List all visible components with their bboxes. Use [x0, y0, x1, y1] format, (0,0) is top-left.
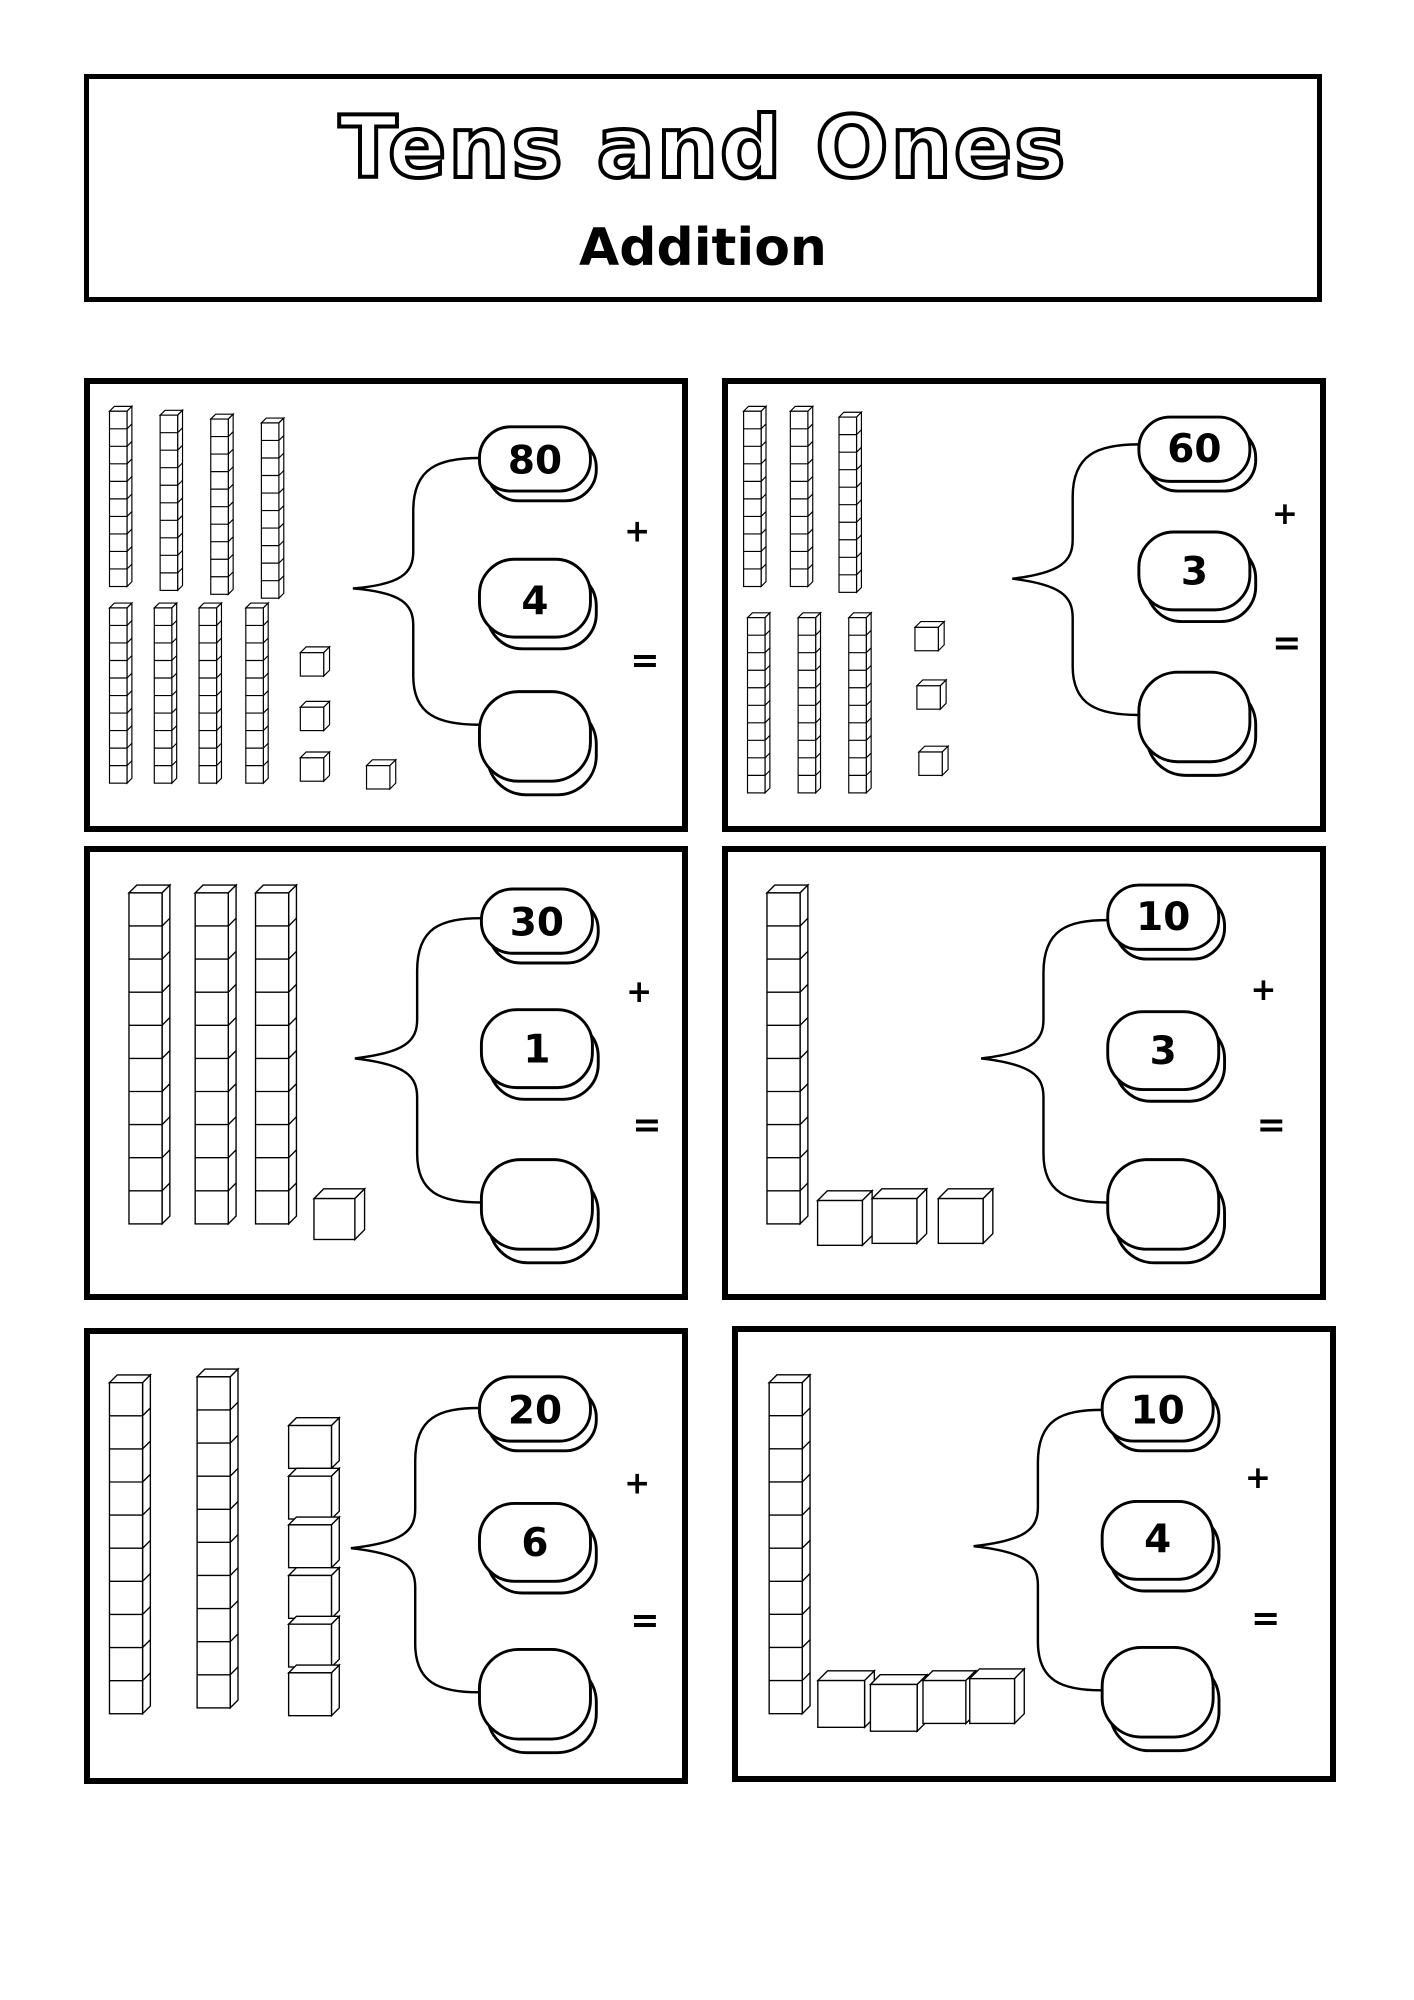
tens-value: 20: [507, 1388, 563, 1434]
tens-bubble: [1108, 885, 1225, 959]
tens-bubble: [479, 427, 596, 501]
tens-bubble: [1139, 417, 1256, 491]
tens-rod: [160, 410, 182, 590]
base-ten-blocks: [744, 406, 948, 793]
unit-cube: [300, 752, 329, 781]
unit-cube: [919, 746, 948, 775]
problem-card-1: [84, 378, 688, 832]
unit-cube: [367, 760, 396, 789]
plus-sign: +: [626, 973, 653, 1010]
header-box: [84, 74, 1322, 302]
tens-rod: [798, 613, 820, 793]
tens-rod: [261, 418, 283, 598]
ones-value: 4: [521, 578, 549, 624]
unit-cube: [917, 680, 946, 709]
curly-brace: [981, 920, 1108, 1202]
base-ten-blocks: [109, 1369, 339, 1716]
tens-rod: [110, 603, 132, 783]
problem-card-6: [732, 1326, 1336, 1782]
problem-card-2: [722, 378, 1326, 832]
problem-card-4: [722, 846, 1326, 1300]
unit-cube: [872, 1189, 927, 1244]
problem-card-3: [84, 846, 688, 1300]
answer-bubble[interactable]: [481, 1160, 598, 1263]
tens-bubble: [481, 889, 598, 963]
tens-rod: [110, 406, 132, 586]
tens-rod: [767, 885, 808, 1224]
tens-rod: [849, 613, 871, 793]
base-ten-blocks: [110, 406, 396, 789]
tens-rod: [197, 1369, 238, 1708]
curly-brace: [1012, 444, 1139, 715]
ones-bubble: [1102, 1501, 1219, 1591]
unit-cube: [818, 1671, 874, 1727]
tens-rod: [256, 885, 297, 1224]
tens-rod: [199, 603, 221, 783]
ones-value: 3: [1180, 549, 1208, 595]
unit-cube: [938, 1189, 993, 1244]
unit-cube: [870, 1675, 926, 1731]
answer-bubble[interactable]: [1139, 672, 1256, 775]
tens-rod: [744, 406, 766, 586]
answer-bubble[interactable]: [1108, 1160, 1225, 1263]
tens-rod: [129, 885, 170, 1224]
tens-rod: [769, 1375, 810, 1714]
unit-cube: [289, 1418, 340, 1469]
unit-cube: [915, 622, 944, 651]
tens-value: 30: [509, 900, 564, 946]
ones-value: 1: [523, 1027, 551, 1073]
tens-rod: [154, 603, 176, 783]
unit-cube: [818, 1191, 873, 1246]
equals-sign: =: [630, 1599, 660, 1641]
page-title: Tens and Ones: [338, 98, 1068, 198]
curly-brace: [974, 1410, 1103, 1690]
problem-card-5: [84, 1328, 688, 1784]
curly-brace: [351, 1408, 480, 1692]
ones-bubble: [1139, 532, 1256, 622]
unit-cube: [970, 1669, 1025, 1724]
unit-cube: [289, 1665, 340, 1716]
unit-cube: [300, 701, 329, 730]
tens-rod: [195, 885, 236, 1224]
curly-brace: [355, 918, 482, 1202]
tens-value: 10: [1130, 1388, 1185, 1434]
answer-bubble[interactable]: [1102, 1647, 1219, 1750]
unit-cube: [289, 1616, 340, 1667]
unit-cube: [300, 647, 329, 676]
curly-brace: [353, 458, 480, 725]
plus-sign: +: [1271, 496, 1298, 533]
plus-sign: +: [624, 1465, 651, 1502]
plus-sign: +: [624, 513, 651, 550]
tens-bubble: [479, 1377, 596, 1451]
equals-sign: =: [1256, 1104, 1286, 1146]
answer-bubble[interactable]: [479, 1649, 596, 1752]
unit-cube: [289, 1517, 340, 1568]
unit-cube: [289, 1468, 340, 1519]
page-subtitle: Addition: [579, 218, 827, 278]
equals-sign: =: [630, 640, 660, 682]
tens-value: 10: [1136, 894, 1191, 940]
tens-bubble: [1102, 1377, 1219, 1451]
ones-value: 6: [521, 1521, 549, 1566]
tens-value: 80: [507, 438, 563, 484]
unit-cube: [289, 1568, 340, 1619]
plus-sign: +: [1244, 1459, 1271, 1496]
base-ten-blocks: [767, 885, 993, 1245]
tens-rod: [211, 414, 233, 594]
ones-bubble: [1108, 1012, 1225, 1102]
base-ten-blocks: [769, 1375, 1024, 1731]
tens-rod: [790, 406, 812, 586]
unit-cube: [923, 1671, 976, 1724]
ones-bubble: [479, 559, 596, 649]
ones-value: 3: [1149, 1029, 1177, 1075]
answer-bubble[interactable]: [479, 692, 596, 795]
equals-sign: =: [1251, 1597, 1281, 1639]
equals-sign: =: [632, 1104, 662, 1146]
ones-bubble: [481, 1010, 598, 1100]
unit-cube: [314, 1189, 365, 1240]
equals-sign: =: [1272, 622, 1302, 664]
tens-rod: [246, 603, 268, 783]
ones-bubble: [479, 1503, 596, 1593]
tens-value: 60: [1167, 426, 1222, 472]
ones-value: 4: [1144, 1517, 1172, 1563]
tens-rod: [109, 1375, 150, 1714]
plus-sign: +: [1250, 971, 1277, 1008]
tens-rod: [748, 613, 770, 793]
tens-rod: [839, 412, 861, 592]
base-ten-blocks: [129, 885, 365, 1239]
